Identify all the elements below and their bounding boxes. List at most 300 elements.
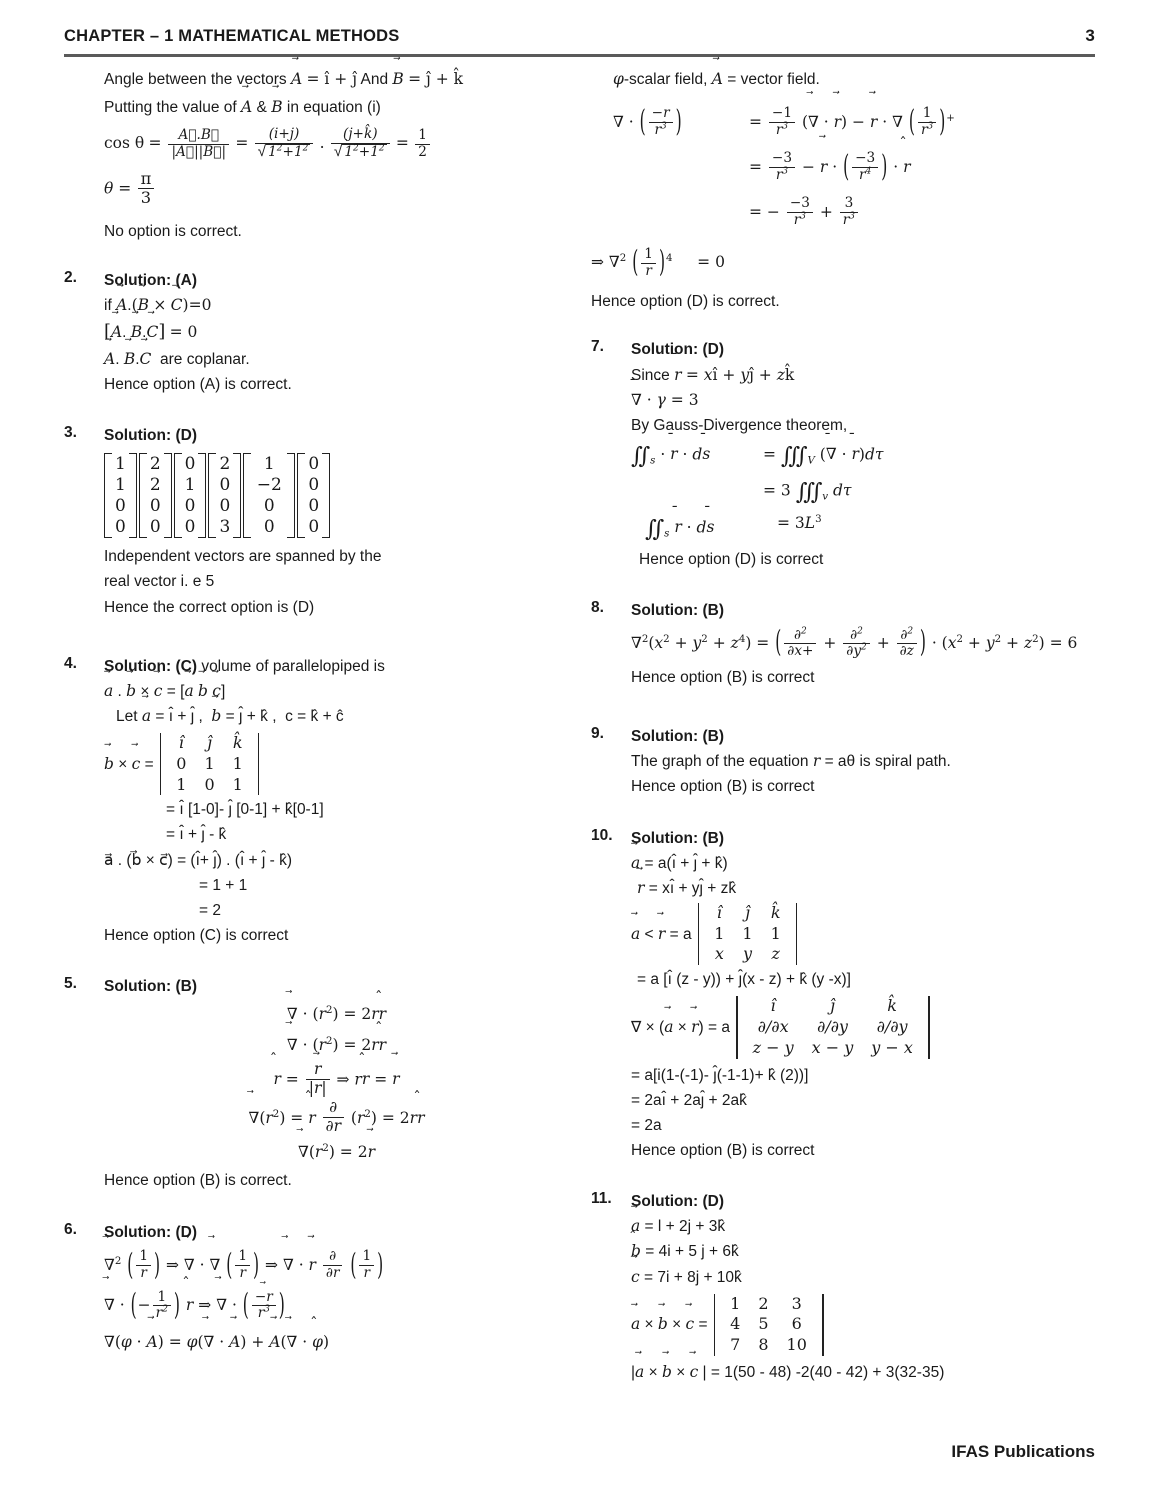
cv2-r1: 2 <box>149 475 161 496</box>
solution-5-option: (B) <box>175 978 197 996</box>
det-curl-r0c0: ı̂ <box>770 996 776 1016</box>
divergence-lhs: ∇ · ( $\frac{-r}{r^3}$ ) <box>613 104 682 139</box>
solution-6-conclusion: Hence option (D) is correct. <box>591 292 780 310</box>
r-hat-1: r <box>378 1005 387 1024</box>
putting-value-line <box>104 94 569 122</box>
det-abc-r1c2: 6 <box>791 1314 802 1334</box>
solution-9-head-label: Solution: <box>631 728 699 746</box>
cv1-r3: 0 <box>115 516 126 537</box>
a-vec-10b: a <box>631 924 641 943</box>
one-over-r-3: $\frac{1}{r}$ <box>359 1249 374 1281</box>
det-abc-r0c2: 3 <box>791 1293 802 1313</box>
solution-6-eq-2: ∇ · (− $\frac{1}{r^2}$ ) r ⇒ ∇ · ( $\frac{-r}{r^3}$ ) <box>104 1285 569 1325</box>
solution-7-conclusion: Hence option (D) is correct <box>639 551 824 569</box>
cv3-r0: 0 <box>184 454 196 475</box>
dot-den-1: √ $1^2+1^2$ <box>255 143 314 160</box>
nabla-6b: ∇ <box>209 1255 221 1274</box>
det-abc-r0c1: 2 <box>758 1293 769 1313</box>
solution-7-line-2: ∇ · γ = 3 <box>631 388 1096 413</box>
r-vec-2: r <box>392 1070 400 1089</box>
cv4-r0: 2 <box>219 454 231 475</box>
putting-suffix: in equation (i) <box>286 98 381 116</box>
cv1-r2: 0 <box>115 495 126 516</box>
solution-10-line-3: = a [ı̂ (z - y)) + ȷ̂(x - z) + k̂ (y -x)] <box>637 971 851 989</box>
column-vector-2 <box>139 453 172 538</box>
theta-label: θ = <box>104 179 132 198</box>
vector-B-value: = ȷ̂ + k̂ <box>408 70 464 88</box>
solution-7-integral-3 <box>631 511 1096 547</box>
solution-7-integral-1 <box>631 438 1096 474</box>
solution-6-eq-1: ∇$^2$ ( $\frac{1}{r}$ ) ⇒ ∇ · ∇ ( $\frac{1}{r}$ ) ⇒ ∇ · r $\frac{\partial}{\partial r}$ ( $\frac{1}{r}$ ) <box>104 1245 569 1285</box>
vec-c-4b: c <box>212 681 221 700</box>
solution-11-det-row <box>631 1294 1096 1356</box>
solution-4-line-3: = ı̂ [1-0]- ȷ̂ [0-1] + k̂[0-1] <box>166 801 324 819</box>
det-ar-r0c0: ı̂ <box>716 902 722 922</box>
nabla-vec-3: ∇ <box>248 1108 260 1127</box>
solution-6-eq-3: ∇(φ · A) = φ( ∇ · A) + A( ∇ · φ) <box>104 1325 569 1359</box>
cv4-cells <box>216 453 233 538</box>
solution-6-number: 6. <box>64 1220 77 1238</box>
solution-5-conclusion: Hence option (B) is correct. <box>104 1172 292 1190</box>
solution-8 <box>591 598 1096 690</box>
det-ar-r0c2: k̂ <box>770 902 781 922</box>
r-hat-5: r <box>308 1108 316 1127</box>
div-rhs-line-2: = $\frac{-3}{r^3}$ − r · ( $\frac{-3}{r^4}$ ) · r <box>749 145 955 190</box>
det-curl-r1c2: ∂/∂y <box>876 1017 908 1037</box>
solution-3-body <box>104 423 569 619</box>
solution-11-number: 11. <box>591 1190 612 1208</box>
det-abc-r0c0: 1 <box>730 1293 741 1313</box>
sol7-int-rhs-2: = 3 $∭_v$ dτ <box>763 479 852 506</box>
solution-7-body <box>631 337 1096 572</box>
solution-3-vector-set <box>104 453 569 538</box>
and-word: And <box>360 71 389 88</box>
one-over-r-1: $\frac{1}{r}$ <box>136 1249 151 1281</box>
theta-fraction <box>138 170 155 207</box>
c-vec-11c: c <box>689 1363 699 1382</box>
det-bc-r2c2: 1 <box>232 774 243 794</box>
r-vec-right-2: r <box>869 112 878 131</box>
vector-A-ref: A <box>241 97 253 116</box>
det-abc-r2c0: 7 <box>730 1335 741 1355</box>
solution-9-conclusion: Hence option (B) is correct <box>631 778 815 796</box>
a-vec-10: a <box>631 853 641 872</box>
sol5-eq-5: $\nabla(r^2) = 2$ r <box>104 1137 569 1168</box>
r-vec-6: r <box>308 1255 316 1274</box>
vec-c-4: c <box>153 681 163 700</box>
cv4-r3: 3 <box>219 516 231 537</box>
dot-fraction-2 <box>331 127 390 160</box>
solution-9-line-1: The graph of the equation r = aθ is spiral path. <box>631 752 951 771</box>
vec-B-2: B <box>137 296 150 315</box>
neg-three-over-r3: $\frac{-3}{r^3}$ <box>769 151 795 183</box>
neg-r-over-r3: $\frac{-r}{r^3}$ <box>252 1290 276 1322</box>
solution-6-body <box>104 1220 569 1360</box>
b-vec-11c: b <box>661 1363 672 1382</box>
one-over-r-right: $\frac{1}{r}$ <box>641 247 656 279</box>
r-bar-7: r <box>674 365 682 384</box>
vec-C-2c: C <box>139 350 152 369</box>
angle-prefix: Angle between the vectors <box>104 71 287 88</box>
solution-3-number: 3. <box>64 424 77 442</box>
solution-10-conclusion: Hence option (B) is correct <box>631 1142 815 1160</box>
det-ar-r1c1: 1 <box>742 923 753 943</box>
solution-4-line-4: = ı̂ + ȷ̂ - k̂ <box>166 826 227 844</box>
cv6-r1: 0 <box>308 475 320 496</box>
r-hat-right: r <box>903 157 911 176</box>
solution-4-cross-label: b × c = <box>104 752 154 777</box>
solution-10-body <box>631 826 1096 1164</box>
solution-10-line-1: a = a(ı̂ + ȷ̂ + k̂) <box>631 851 1096 876</box>
laplacian-rhs: = 0 <box>697 253 725 272</box>
vec-A-2b: A <box>110 323 123 342</box>
vec-B-2b: B <box>130 323 143 342</box>
page-number: 3 <box>1085 26 1095 45</box>
solution-3-heading <box>104 423 569 448</box>
scalar-field-text: -scalar field, <box>623 71 708 88</box>
theta-equation <box>104 170 569 207</box>
sol5-eq-2: ∇ · $(r^2) = 2r$ r <box>104 1030 569 1061</box>
det-curl-r1c1: ∂/∂y <box>816 1017 848 1037</box>
det-bc-r2c1: 0 <box>204 774 215 794</box>
det-abc-r1c1: 5 <box>758 1314 769 1334</box>
solution-10-number: 10. <box>591 826 613 844</box>
left-column <box>64 66 569 1410</box>
solution-2-head-label: Solution: <box>104 271 172 289</box>
solution-10-det-2-label: ∇ × ( a × r) = a <box>631 1015 730 1040</box>
vector-A: A <box>290 70 303 88</box>
solution-6-continuation <box>591 66 1096 315</box>
vec-b-4: b <box>126 681 137 700</box>
solution-10-det-2-row <box>631 996 1096 1058</box>
b-hat-11: b <box>631 1242 641 1261</box>
solution-4-line-1: a . b × c = [ a b c] <box>104 679 569 704</box>
divergence-derivation <box>613 100 1096 235</box>
one-over-r-2: $\frac{1}{r}$ <box>235 1249 250 1281</box>
sol7-int-lhs-1: $∬_s$ · r · d s <box>631 442 711 469</box>
neg-one-over-r3: $\frac{-1}{r^3}$ <box>769 106 795 138</box>
det-bc-r0c0: ı̂ <box>178 732 184 752</box>
det-curl-r2c2: y − x <box>871 1037 913 1057</box>
solution-4-head-label: Solution: <box>104 657 172 675</box>
no-option-line: No option is correct. <box>104 223 242 241</box>
solution-8-head-label: Solution: <box>631 602 699 620</box>
solution-2-line-2: [ A. B. C] = 0 <box>104 318 569 347</box>
solution-10-line-4: = a[i(1-(-1)- ȷ̂(-1-1)+ k̂ (2))] <box>631 1066 809 1084</box>
r-vec-10c: r <box>691 1018 699 1036</box>
phi-hat: φ <box>312 1333 323 1352</box>
solution-5-number: 5. <box>64 975 77 993</box>
det-bc-r0c2: k̂ <box>232 732 243 752</box>
determinant-bc <box>160 733 260 795</box>
cos-frac-num: A⃗.B⃗ <box>178 127 220 144</box>
solution-11-body <box>631 1189 1096 1385</box>
three-over-r3: $\frac{3}{r^3}$ <box>840 196 858 228</box>
solution-2-line-1: if A.( B × C)=0 <box>104 293 569 318</box>
det-bc-r2c0: 1 <box>176 774 187 794</box>
solution-5-equations <box>104 999 569 1168</box>
publisher-footer: IFAS Publications <box>951 1442 1095 1461</box>
sol7-int-lhs-3: $∬_s$ r · d s <box>645 515 715 542</box>
nabla-vec-2: ∇ <box>286 1036 298 1055</box>
solution-4-line-7: = 2 <box>199 901 221 919</box>
solution-9-heading <box>631 724 1096 749</box>
a-vec-11b: a <box>631 1315 641 1334</box>
one-over-r3: $\frac{1}{r^3}$ <box>918 106 936 138</box>
nabla-6a: ∇ <box>183 1255 195 1274</box>
determinant-ar <box>698 903 798 965</box>
solution-10-head-label: Solution: <box>631 829 699 847</box>
cv6-r2: 0 <box>308 495 320 516</box>
sol7-int-rhs-3: = $3L^3$ <box>777 513 822 532</box>
solution-11-heading <box>631 1189 1096 1214</box>
cos-theta-label: cos θ <box>104 134 145 153</box>
solution-3-head-label: Solution: <box>104 427 172 445</box>
d2dy: $\frac{\partial^2}{\partial y^2}$ <box>843 628 869 660</box>
vec-C-2b: C <box>146 323 159 342</box>
a-vec-11c: a <box>635 1363 645 1382</box>
cv2-r2: 0 <box>149 495 161 516</box>
solution-6-head-label: Solution: <box>104 1223 172 1241</box>
dot-num-2: (j+k̂) <box>343 126 378 143</box>
dot-den-2: √ $1^2+1^2$ <box>331 143 390 160</box>
solution-4-line-6: = 1 + 1 <box>199 876 248 894</box>
scalar-field-line: φ-scalar field, A = vector field. <box>613 66 1096 94</box>
solution-2-conclusion: Hence option (A) is correct. <box>104 376 292 394</box>
chapter-title: CHAPTER – 1 MATHEMATICAL METHODS <box>64 27 400 45</box>
solution-11-line-1: a = l + 2j + 3k̂ <box>631 1214 1096 1239</box>
r-vec-10b: r <box>657 924 666 943</box>
nabla-6g: ∇ <box>286 1333 298 1352</box>
cv2-cells <box>147 453 164 538</box>
solution-6 <box>64 1220 569 1360</box>
theta-den: 3 <box>138 188 155 207</box>
sol5-eq-1: ∇ · $(r^2) = 2r$ r <box>104 999 569 1030</box>
solution-4-option: (C) <box>175 657 197 675</box>
solution-11-line-4: | a × b × c | = 1(50 - 48) -2(40 - 42) + 3(32-35) <box>631 1360 1096 1385</box>
solution-4-heading <box>104 654 569 679</box>
solution-3-conclusion: Hence the correct option is (D) <box>104 598 315 616</box>
nabla-6c: ∇ <box>282 1255 294 1274</box>
solution-11-option: (D) <box>702 1193 724 1211</box>
theta-num: π <box>140 168 152 188</box>
r-bar-7b: r <box>670 445 678 464</box>
cv2-r3: 0 <box>149 516 161 537</box>
solution-11-det-label: a × b × c = <box>631 1312 708 1337</box>
det-curl-r0c2: k̂ <box>887 996 897 1016</box>
solution-7-number: 7. <box>591 338 604 356</box>
solution-10-option: (B) <box>702 829 724 847</box>
solution-4-line-2: Let a = ı̂ + ȷ̂ , b = ȷ̂ + k̂ , c = k̂ + ĉ <box>104 704 569 729</box>
det-ar-r1c2: 1 <box>770 923 781 943</box>
det-ar-r2c1: y <box>742 944 753 964</box>
solution-7-option: (D) <box>702 341 724 359</box>
cv3-r2: 0 <box>184 495 196 516</box>
c-vec-11: c <box>631 1267 640 1286</box>
solution-9-body <box>631 724 1096 799</box>
r-bar-7c: r <box>851 445 859 464</box>
solution-10-heading <box>631 826 1096 851</box>
column-vector-3 <box>174 453 207 538</box>
solution-4-conclusion: Hence option (C) is correct <box>104 926 289 944</box>
det-bc-r0c1: ȷ̂ <box>207 732 213 752</box>
det-ar-r0c1: ȷ̂ <box>745 902 750 922</box>
cv4-r2: 0 <box>219 495 231 516</box>
solution-6-option: (D) <box>175 1223 197 1241</box>
solution-5-body <box>104 974 569 1193</box>
vector-field-text: = vector field. <box>727 71 820 88</box>
vec-C-2: C <box>170 296 183 315</box>
partial-r-6: $\frac{\partial}{\partial r}$ <box>323 1249 343 1281</box>
det-ar-r1c0: 1 <box>714 923 725 943</box>
nabla-bar-7: ∇ <box>631 390 642 409</box>
solution-4-body <box>104 654 569 948</box>
sol7-int-rhs-1: = $∭_V$ ( ∇ · r)dτ <box>763 442 884 469</box>
cv3-r3: 0 <box>184 516 196 537</box>
b-vec-11: b <box>657 1315 668 1334</box>
solution-4-head-tail: volume of parallelopiped is <box>201 657 385 675</box>
solution-8-option: (B) <box>702 602 724 620</box>
solution-10-det-1-row <box>631 903 1096 965</box>
vec-b-4c: b <box>211 706 222 725</box>
solution-10 <box>591 826 1096 1164</box>
cos-result-num: 1 <box>418 127 427 144</box>
partial-r-fraction: $\frac{\partial}{\partial r}$ <box>323 1099 344 1135</box>
a-vec-11: a <box>631 1217 641 1236</box>
right-column <box>591 66 1096 1410</box>
sol5-eq-3: r = $\frac{r}{|r|}$ ⇒ r r = r <box>104 1061 569 1099</box>
divergence-rhs <box>749 100 955 235</box>
nabla-6e: ∇ <box>216 1295 228 1314</box>
solution-7-line-3: By Gauss-Divergence theorem, <box>631 416 848 434</box>
cv1-cells <box>112 453 129 538</box>
vector-A-value: = ı̂ + ȷ̂ <box>306 70 358 88</box>
r-unit-fraction: $\frac{r}{|r|}$ <box>306 1061 330 1097</box>
div-rhs-line-3: = − $\frac{-3}{r^3}$ + $\frac{3}{r^3}$ <box>749 190 955 235</box>
two-column-body <box>64 66 1095 1410</box>
column-vector-6 <box>297 453 330 538</box>
sol5-eq-4: $\nabla(r^2)$ = r $\frac{\partial}{\partial r}$ $(r^2) = 2r$ r <box>104 1099 569 1138</box>
solution-8-conclusion: Hence option (B) is correct <box>631 669 815 687</box>
r-hat-2: r <box>378 1036 387 1055</box>
solution-2-option: (A) <box>175 271 197 289</box>
a-vec-10c: a <box>664 1018 674 1036</box>
vec-A-2c: A <box>104 350 116 369</box>
vec-B-2c: B <box>123 350 136 369</box>
neg-one-over-r2: $\frac{1}{r^2}$ <box>153 1290 171 1322</box>
solution-1-continuation <box>64 66 569 246</box>
solution-7-heading <box>631 337 1096 362</box>
solution-4-cross-product <box>104 733 569 795</box>
solution-10-det-1-label: a < r = a <box>631 922 692 947</box>
solution-5 <box>64 974 569 1193</box>
page-header <box>64 26 1095 46</box>
nabla-vec-1: ∇ <box>286 1005 298 1024</box>
neg-r-over-r3-right: $\frac{-r}{r^3}$ <box>649 106 673 138</box>
solution-4-number: 4. <box>64 654 77 672</box>
c-vec-11b: c <box>685 1315 695 1334</box>
cv5-r2: 0 <box>263 495 275 516</box>
column-vector-1 <box>104 453 137 538</box>
solution-9-option: (B) <box>702 728 724 746</box>
solution-2 <box>64 268 569 397</box>
cos-result-den: 2 <box>415 144 430 160</box>
solution-9 <box>591 724 1096 799</box>
solution-8-number: 8. <box>591 599 604 617</box>
column-vector-5 <box>243 453 295 538</box>
solution-7-head-label: Solution: <box>631 341 699 359</box>
vec-a-4b: a <box>184 681 194 700</box>
cos-theta-equation: cos θ = $\frac{A⃗.B⃗}{|A⃗||B⃗|}$ = (i+j) √ $1^2+1^2$ . (j+k̂) √ $1^2+1^2$ = $\frac{1}{2}$ <box>104 127 569 160</box>
det-bc-r1c1: 1 <box>204 753 215 773</box>
cv5-cells <box>251 453 287 538</box>
A-vec-right: A <box>711 70 723 88</box>
cv1-r1: 1 <box>115 475 126 496</box>
solution-8-body <box>631 598 1096 690</box>
cos-frac-den: |A⃗||B⃗| <box>168 144 229 160</box>
vec-a-4: a <box>104 681 114 700</box>
solution-11 <box>591 1189 1096 1385</box>
vec-b-4d: b <box>104 754 114 773</box>
nabla-6f: ∇ <box>203 1333 215 1352</box>
solution-6-heading <box>104 1220 569 1245</box>
det-abc-r2c1: 8 <box>758 1335 769 1355</box>
solution-2-heading <box>104 268 569 293</box>
r-vec-3: r <box>367 1143 375 1162</box>
cos-result-fraction <box>415 128 430 160</box>
det-abc-r1c0: 4 <box>730 1314 741 1334</box>
det-ar-r2c0: x <box>714 944 724 964</box>
cv6-r3: 0 <box>308 516 320 537</box>
solution-10-line-2: r = xı̂ + yȷ̂ + zk̂ <box>631 876 1096 901</box>
r-vec-right-1: r <box>833 112 842 131</box>
solution-11-line-2: b = 4i + 5 j + 6k̂ <box>631 1239 1096 1264</box>
nabla-vec-4: ∇ <box>298 1143 309 1162</box>
div-rhs-line-1: = $\frac{-1}{r^3}$ ( ∇ · r) − r · ∇ ( $\frac{1}{r^3}$ )+ <box>749 100 955 145</box>
neg-three-over-r4: $\frac{-3}{r^4}$ <box>852 151 878 183</box>
vec-b-4b: b <box>198 681 208 700</box>
solution-2-body <box>104 268 569 397</box>
cv1-r0: 1 <box>115 454 126 475</box>
header-divider <box>64 54 1095 57</box>
d2dx: $\frac{\partial^2}{\partial x+}$ <box>784 628 816 660</box>
determinant-curl <box>736 996 930 1058</box>
solution-10-line-5: = 2aı̂ + 2aȷ̂ + 2ak̂ <box>631 1091 747 1109</box>
A-vec-6: A <box>146 1333 158 1352</box>
neg-three-over-r3-b: $\frac{-3}{r^3}$ <box>787 196 813 228</box>
solution-5-head-label: Solution: <box>104 978 172 996</box>
neg-r-vec: −r <box>254 1288 273 1305</box>
ampersand: & <box>256 98 267 116</box>
solution-3-line-1: Independent vectors are spanned by the <box>104 548 382 566</box>
r-vec-right-3: r <box>819 157 828 176</box>
solution-9-number: 9. <box>591 725 604 743</box>
r-bar-7d: r <box>674 518 682 537</box>
solution-3-line-2: real vector i. e 5 <box>104 573 215 591</box>
solution-11-head-label: Solution: <box>631 1193 699 1211</box>
r-hat-4: r <box>361 1070 370 1089</box>
det-curl-r2c1: x − y <box>811 1037 854 1057</box>
gamma-bar-7: γ <box>656 390 666 409</box>
det-curl-r2c0: z − y <box>752 1037 794 1057</box>
r-hat-6b: r <box>185 1295 194 1314</box>
s-bar-7: s <box>702 445 711 464</box>
nabla-right-1: ∇ <box>808 112 819 131</box>
column-vector-4 <box>208 453 241 538</box>
cv6-cells <box>305 453 322 538</box>
det-bc-r1c2: 1 <box>232 753 243 773</box>
det-bc-r1c0: 0 <box>176 753 187 773</box>
